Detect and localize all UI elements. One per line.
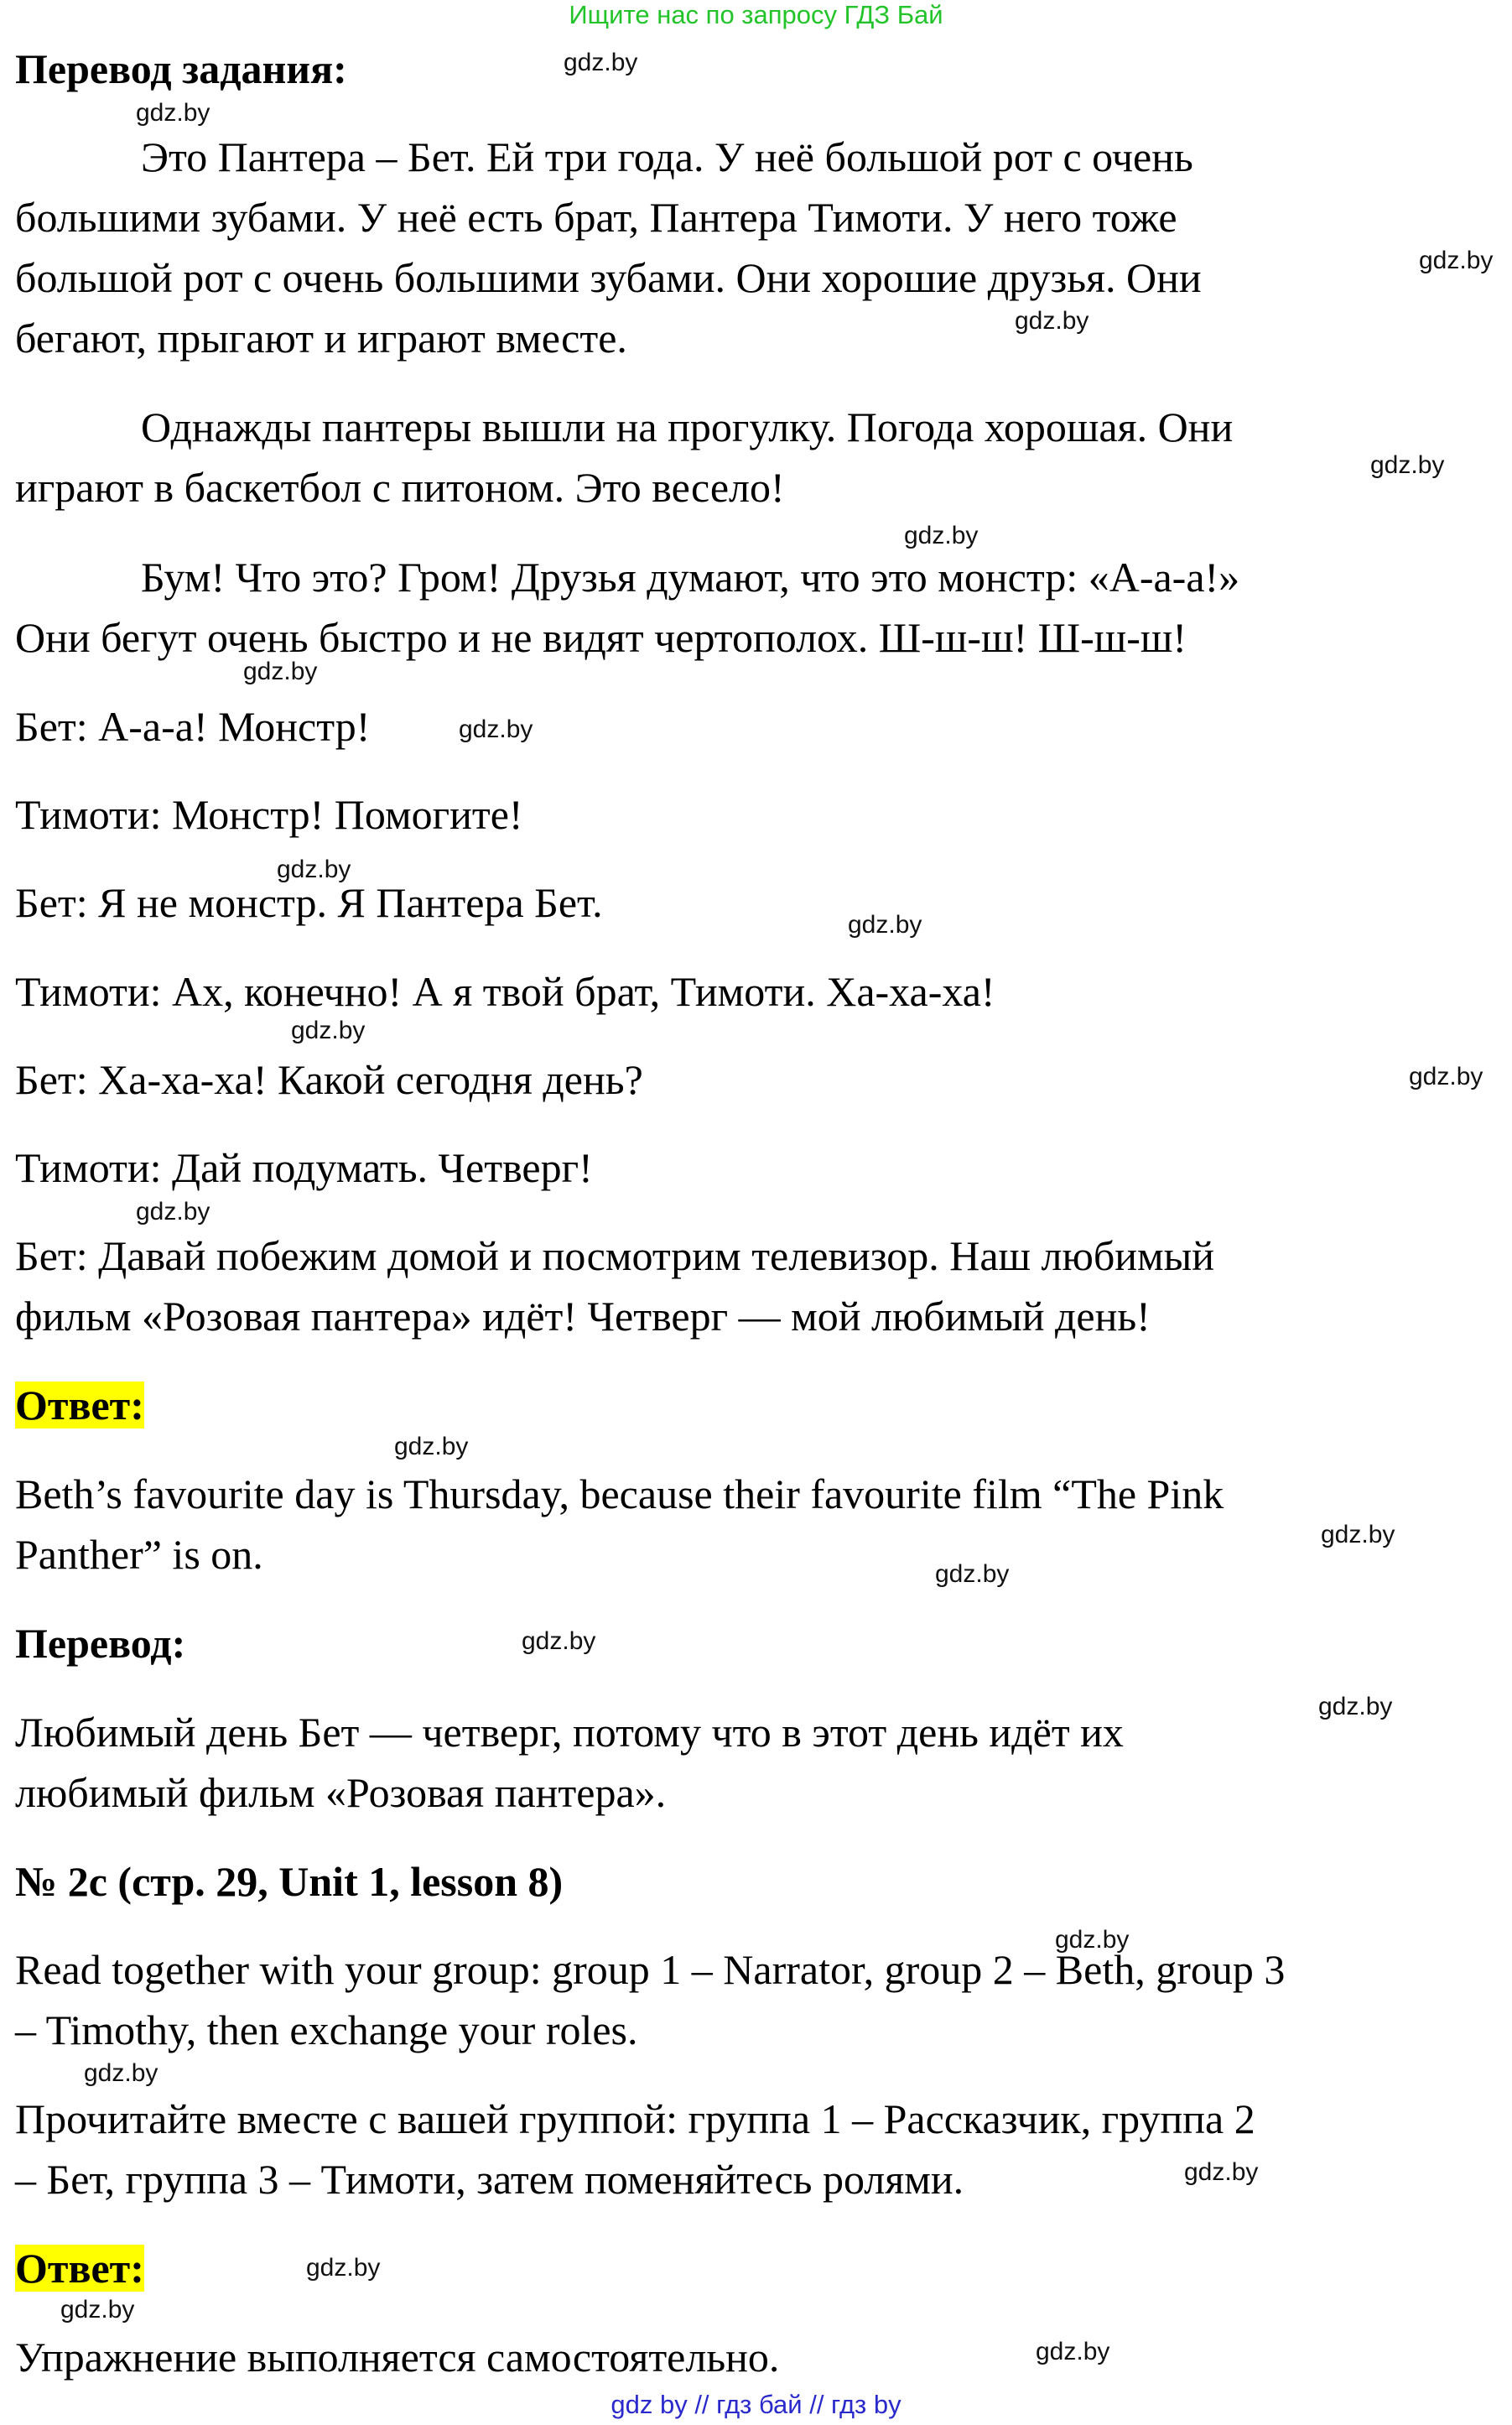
answer-line: Beth’s favourite day is Thursday, because their favourite film “The Pink xyxy=(15,1470,1224,1517)
paragraph-line: Однажды пантеры вышли на прогулку. Погода хорошая. Они xyxy=(141,403,1234,450)
watermark: gdz.by xyxy=(243,658,318,685)
paragraph-line: бегают, прыгают и играют вместе. xyxy=(15,315,627,362)
exercise-line: – Timothy, then exchange your roles. xyxy=(15,2006,638,2053)
paragraph-line: Это Пантера – Бет. Ей три года. У неё большой рот с очень xyxy=(141,133,1193,180)
watermark: gdz.by xyxy=(1318,1693,1393,1720)
task-translation-heading: Перевод задания: xyxy=(15,45,347,92)
watermark: gdz.by xyxy=(1055,1926,1130,1954)
answer-line: Упражнение выполняется самостоятельно. xyxy=(15,2334,780,2381)
dialogue-line: Бет: Я не монстр. Я Пантера Бет. xyxy=(15,879,603,926)
watermark: gdz.by xyxy=(459,716,533,743)
watermark: gdz.by xyxy=(394,1433,469,1460)
answer-label-highlight: Ответ: xyxy=(15,2245,144,2292)
dialogue-line: Бет: Давай побежим домой и посмотрим телевизор. Наш любимый xyxy=(15,1232,1215,1279)
dialogue-line: Бет: Ха-ха-ха! Какой сегодня день? xyxy=(15,1056,643,1103)
exercise-line: Read together with your group: group 1 – Narrator, group 2 – Beth, group 3 xyxy=(15,1946,1286,1993)
translation-line: Любимый день Бет — четверг, потому что в этот день идёт их xyxy=(15,1709,1124,1756)
answer-label xyxy=(15,1380,144,1430)
dialogue-line: фильм «Розовая пантера» идёт! Четверг — мой любимый день! xyxy=(15,1293,1151,1340)
paragraph-line: Они бегут очень быстро и не видят чертополох. Ш-ш-ш! Ш-ш-ш! xyxy=(15,614,1187,661)
exercise-heading: № 2c (стр. 29, Unit 1, lesson 8) xyxy=(15,1858,564,1905)
footer-links[interactable]: gdz by // гдз бай // гдз by xyxy=(611,2390,901,2419)
watermark: gdz.by xyxy=(136,1198,210,1226)
watermark: gdz.by xyxy=(904,522,979,549)
watermark: gdz.by xyxy=(1036,2338,1110,2365)
answer-label-highlight: Ответ: xyxy=(15,1382,144,1428)
paragraph-line: большими зубами. У неё есть брат, Пантера Тимоти. У него тоже xyxy=(15,194,1177,241)
dialogue-line: Бет: А-а-а! Монстр! xyxy=(15,703,371,750)
watermark: gdz.by xyxy=(84,2059,158,2087)
exercise-line: Прочитайте вместе с вашей группой: группа 1 – Рассказчик, группа 2 xyxy=(15,2095,1255,2142)
watermark: gdz.by xyxy=(1370,451,1445,479)
watermark: gdz.by xyxy=(291,1017,366,1044)
watermark: gdz.by xyxy=(1419,247,1494,274)
paragraph-line: большой рот с очень большими зубами. Они хорошие друзья. Они xyxy=(15,254,1202,301)
exercise-line: – Бет, группа 3 – Тимоти, затем поменяйтесь ролями. xyxy=(15,2156,964,2203)
watermark: gdz.by xyxy=(60,2296,135,2324)
dialogue-line: Тимоти: Ах, конечно! А я твой брат, Тимоти. Ха-ха-ха! xyxy=(15,968,995,1015)
dialogue-line: Тимоти: Монстр! Помогите! xyxy=(15,791,523,838)
watermark: gdz.by xyxy=(1409,1063,1483,1090)
watermark: gdz.by xyxy=(564,49,638,76)
watermark: gdz.by xyxy=(1184,2158,1259,2186)
dialogue-line: Тимоти: Дай подумать. Четверг! xyxy=(15,1144,593,1191)
watermark: gdz.by xyxy=(935,1560,1010,1588)
watermark: gdz.by xyxy=(522,1627,596,1655)
paragraph-line: играют в баскетбол с питоном. Это весело! xyxy=(15,464,785,511)
answer-line: Panther” is on. xyxy=(15,1531,263,1578)
translation-line: любимый фильм «Розовая пантера». xyxy=(15,1769,667,1816)
answer-label xyxy=(15,2243,144,2293)
watermark: gdz.by xyxy=(277,856,351,883)
search-banner[interactable]: Ищите нас по запросу ГДЗ Бай xyxy=(569,0,943,29)
watermark: gdz.by xyxy=(1015,307,1089,335)
watermark: gdz.by xyxy=(136,99,210,127)
watermark: gdz.by xyxy=(1321,1521,1395,1548)
paragraph-line: Бум! Что это? Гром! Друзья думают, что это монстр: «А-а-а!» xyxy=(141,554,1240,601)
watermark: gdz.by xyxy=(848,911,922,939)
watermark: gdz.by xyxy=(306,2254,381,2282)
translation-heading: Перевод: xyxy=(15,1620,186,1667)
